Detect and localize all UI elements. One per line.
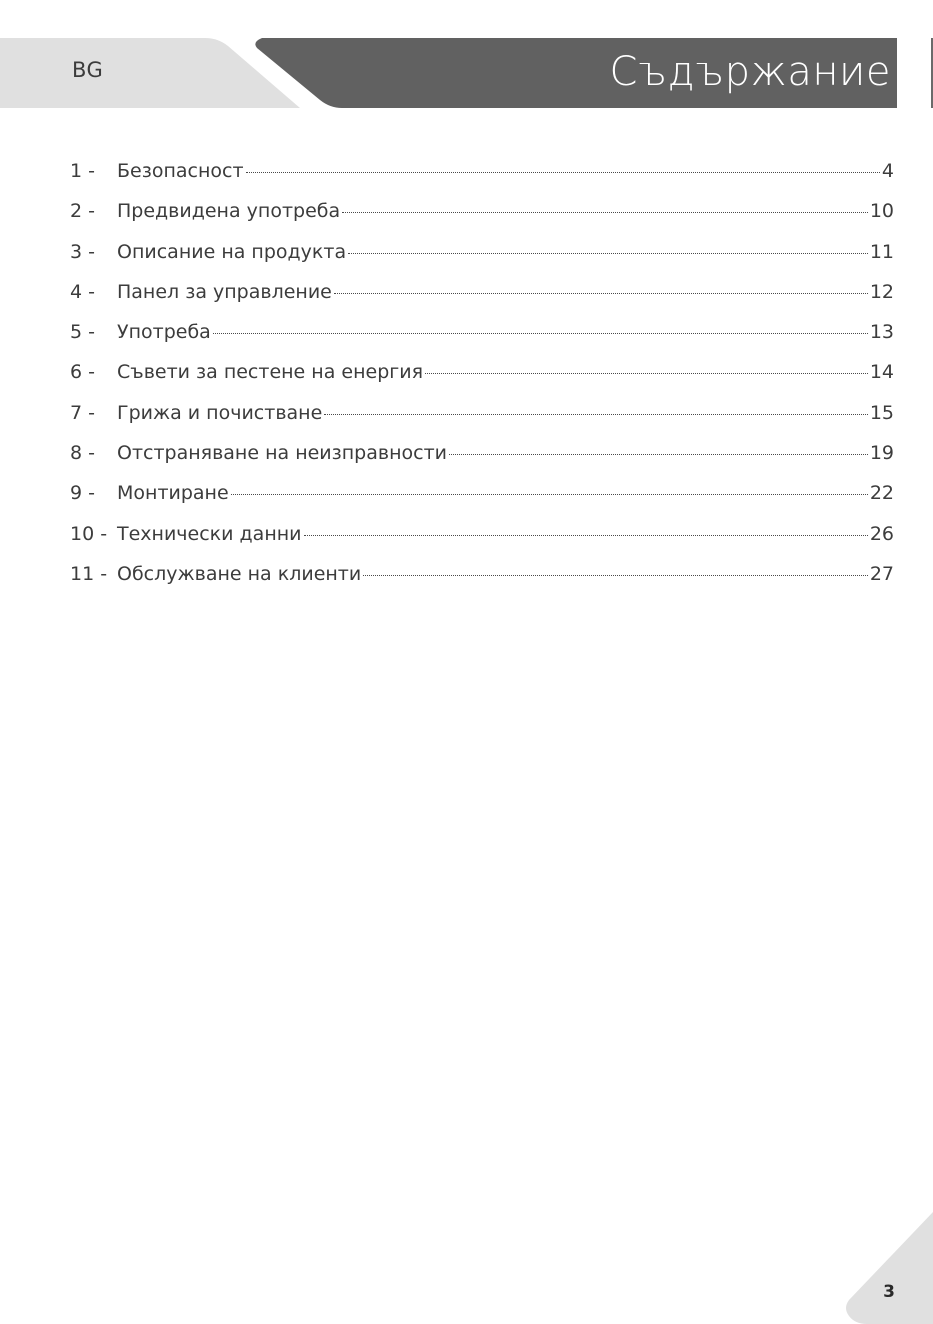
page-title: Съдържание	[609, 49, 891, 95]
toc-entry-care-cleaning[interactable]	[70, 402, 894, 442]
toc-entry-customer-service[interactable]	[70, 563, 894, 603]
dot-leader	[342, 212, 868, 213]
toc-number: 2 -	[70, 200, 95, 223]
toc-page: 12	[869, 280, 894, 303]
toc-number: 8 -	[70, 442, 95, 465]
language-label: BG	[72, 58, 104, 82]
dot-leader	[363, 575, 868, 576]
toc-page: 11	[869, 240, 894, 263]
toc-title: Описание на продукта	[117, 240, 347, 263]
toc-entry-product-description[interactable]	[70, 241, 894, 281]
toc-page: 22	[869, 482, 894, 505]
toc-title: Грижа и почистване	[117, 401, 323, 424]
toc-title: Съвети за пестене на енергия	[117, 361, 424, 384]
dot-leader	[246, 172, 880, 173]
toc-title: Предвидена употреба	[117, 200, 341, 223]
page-corner	[843, 1212, 933, 1324]
toc-entry-use[interactable]	[70, 321, 894, 361]
table-of-contents	[70, 160, 894, 603]
toc-entry-control-panel[interactable]	[70, 281, 894, 321]
toc-page: 27	[869, 562, 894, 585]
toc-entry-intended-use[interactable]	[70, 200, 894, 240]
dot-leader	[334, 293, 868, 294]
toc-number: 11 -	[70, 562, 108, 585]
page-number: 3	[883, 1282, 895, 1302]
toc-page: 26	[869, 522, 894, 545]
toc-entry-energy-tips[interactable]	[70, 361, 894, 401]
toc-page: 19	[869, 442, 894, 465]
toc-page: 14	[869, 361, 894, 384]
toc-title: Технически данни	[117, 522, 302, 545]
dot-leader	[324, 414, 868, 415]
dot-leader	[449, 454, 868, 455]
toc-number: 3 -	[70, 240, 95, 263]
dot-leader	[348, 253, 868, 254]
toc-title: Панел за управление	[117, 280, 332, 303]
toc-number: 9 -	[70, 482, 95, 505]
toc-title: Безопасност	[117, 160, 244, 182]
toc-number: 6 -	[70, 361, 95, 384]
toc-page: 15	[869, 401, 894, 424]
toc-title: Монтиране	[117, 482, 229, 505]
dot-leader	[213, 333, 868, 334]
toc-title: Отстраняване на неизправности	[117, 442, 447, 465]
toc-title: Обслужване на клиенти	[117, 562, 362, 585]
toc-number: 5 -	[70, 321, 95, 344]
toc-number: 10 -	[70, 522, 108, 545]
page-corner-shape	[843, 1212, 933, 1324]
toc-number: 7 -	[70, 401, 95, 424]
dot-leader	[304, 535, 868, 536]
toc-page: 10	[869, 200, 894, 223]
toc-entry-troubleshooting[interactable]	[70, 442, 894, 482]
toc-entry-installation[interactable]	[70, 482, 894, 522]
toc-page: 13	[869, 321, 894, 344]
toc-entry-safety[interactable]	[70, 160, 894, 200]
dot-leader	[231, 494, 868, 495]
dot-leader	[425, 373, 868, 374]
toc-entry-technical-data[interactable]	[70, 523, 894, 563]
toc-number: 4 -	[70, 280, 95, 303]
toc-title: Употреба	[117, 321, 211, 344]
toc-number: 1 -	[70, 160, 95, 182]
toc-page: 4	[881, 160, 894, 182]
